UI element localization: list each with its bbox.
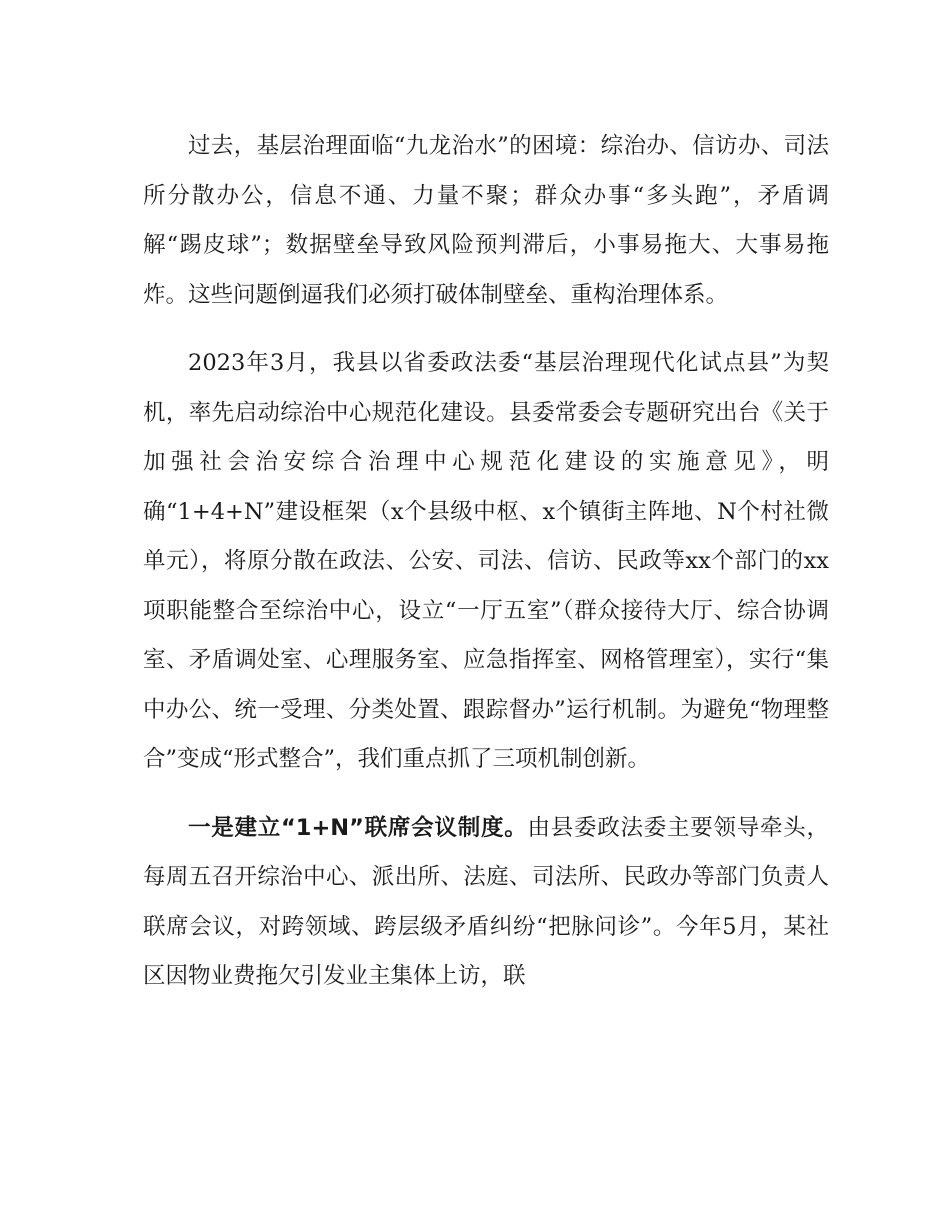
paragraph-text: 由县委政法委主要领导牵头，每周五召开综治中心、派出所、法庭、司法所、民政办等部门负责人联席会议，对跨领域、跨层级矛盾纠纷“把脉问诊”。今年5月，某社区因物业费拖欠引发业主集体上访，联 <box>143 814 829 989</box>
paragraph-pilot-launch <box>143 339 829 785</box>
paragraph-text: 2023年3月，我县以省委政法委“基层治理现代化试点县”为契机，率先启动综治中心规范化建设。县委常委会专题研究出台《关于加强社会治安综合治理中心规范化建设的实施意见》，明确“1+4+N”建设框架（x个县级中枢、x个镇街主阵地、N个村社微单元），将原分散在政法、公安、司法、信访、民政等xx个部门的xx项职能整合至综治中心，设立“一厅五室”（群众接待大厅、综合协调室、矛盾调处室、心理服务室、应急指挥室、网格管理室），实行“集中办公、统一受理、分类处置、跟踪督办”运行机制。为避免“物理整合”变成“形式整合”，我们重点抓了三项机制创新。 <box>143 350 829 772</box>
paragraph-background <box>143 122 829 320</box>
paragraph-joint-meeting <box>143 804 829 1002</box>
document-page <box>143 122 829 1021</box>
paragraph-text: 过去，基层治理面临“九龙治水”的困境：综治办、信访办、司法所分散办公，信息不通、力量不聚；群众办事“多头跑”，矛盾调解“踢皮球”；数据壁垒导致风险预判滞后，小事易拖大、大事易拖炸。这些问题倒逼我们必须打破体制壁垒、重构治理体系。 <box>143 133 829 308</box>
paragraph-lead-heading: 一是建立“1+N”联席会议制度。 <box>188 814 528 841</box>
